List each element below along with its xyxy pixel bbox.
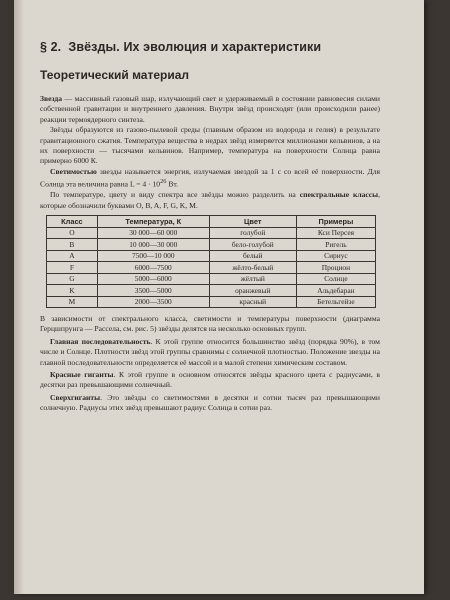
term-red-giants: Красные гиганты xyxy=(50,370,114,380)
chapter-title: Звёзды. Их эволюция и характеристики xyxy=(68,40,322,54)
column-header-color: Цвет xyxy=(209,216,296,228)
term-main-sequence: Главная последовательность xyxy=(50,336,151,346)
chapter-number: § 2. xyxy=(40,40,62,54)
page-gutter xyxy=(14,0,24,594)
column-header-temperature: Температура, К xyxy=(97,216,209,228)
table-row: B 10 000—30 000 бело-голубой Ригель xyxy=(47,239,376,251)
table-row: G 5000—6000 жёлтый Солнце xyxy=(47,273,376,285)
term-luminosity: Светимостью xyxy=(50,166,97,176)
paragraph-star-groups: В зависимости от спектрального класса, светимости и температуры поверхности (диаграмма Герцшпрунга — Рассела, см. рис. 5) звёзды делятся на несколько основных групп. xyxy=(40,314,380,334)
column-header-examples: Примеры xyxy=(296,216,375,228)
table-row: M 2000—3500 красный Бетельгейзе xyxy=(47,296,376,308)
term-supergiants: Сверхгиганты xyxy=(50,392,101,402)
book-page xyxy=(14,0,424,594)
paragraph-red-giants: Красные гиганты. К этой группе в основном относятся звёзды красного цвета с радиусами, в десятки раз превышающими солнечный. xyxy=(40,370,380,390)
term-spectral-classes: спектральные классы xyxy=(299,190,379,200)
paragraph-star-formation: Звёзды образуются из газово-пылевой среды (главным образом из водорода и гелия) в результате гравитационного сжатия. Температура вещества в недрах звёзд измеряется миллионами кельвинов, а на их поверхности — тысячами кельвинов. Например, температура на поверхности Солнца равна примерно 6000 К. xyxy=(40,125,380,166)
chapter-heading xyxy=(40,40,380,54)
spectral-class-table xyxy=(46,215,376,308)
column-header-class: Класс xyxy=(47,216,98,228)
table-row: A 7500—10 000 белый Сириус xyxy=(47,250,376,262)
paragraph-supergiants: Сверхгиганты. Это звёзды со светимостями в десятки и сотни тысяч раз превышающими солнечную. Радиусы этих звёзд превышают радиус Солнца в сотни раз. xyxy=(40,392,380,413)
table-row: K 3500—5000 оранжевый Альдебаран xyxy=(47,285,376,297)
table-row: O 30 000—60 000 голубой Кси Персея xyxy=(47,227,376,239)
paragraph-main-sequence: Главная последовательность. К этой группе относится большинство звёзд (порядка 90%), в том числе и Солнце. Плотности звёзд этой группы сравнимы с солнечной плотностью. Положение звезды на главной последовательности определяется её массой и в малой степени химическим составом. xyxy=(40,336,380,367)
paragraph-luminosity: Светимостью звезды называется энергия, излучаемая звездой за 1 с со всей её поверхности. Для Солнца эта величина равна $L = 4 \cdot 10^{26}$ Вт. xyxy=(40,166,380,189)
table-row: F 6000—7500 жёлто-белый Процион xyxy=(47,262,376,274)
section-title: Теоретический материал xyxy=(40,68,190,82)
term-star: Звезда xyxy=(40,94,63,103)
paragraph-spectral-classes: По температуре, цвету и виду спектра все звёзды можно разделить на спектральные классы, которые обозначили буквами O, B, A, F, G, K, M. xyxy=(40,190,380,210)
paragraph-star-definition: Звезда — массивный газовый шар, излучающий свет и удерживаемый в состоянии равновесия силами собственной гравитации и внутреннего давления. Внутри звёзд происходят (или происходили ранее) реакции термоядерного синтеза. xyxy=(40,94,380,124)
table-header-row xyxy=(47,216,376,228)
page-content xyxy=(40,40,380,414)
